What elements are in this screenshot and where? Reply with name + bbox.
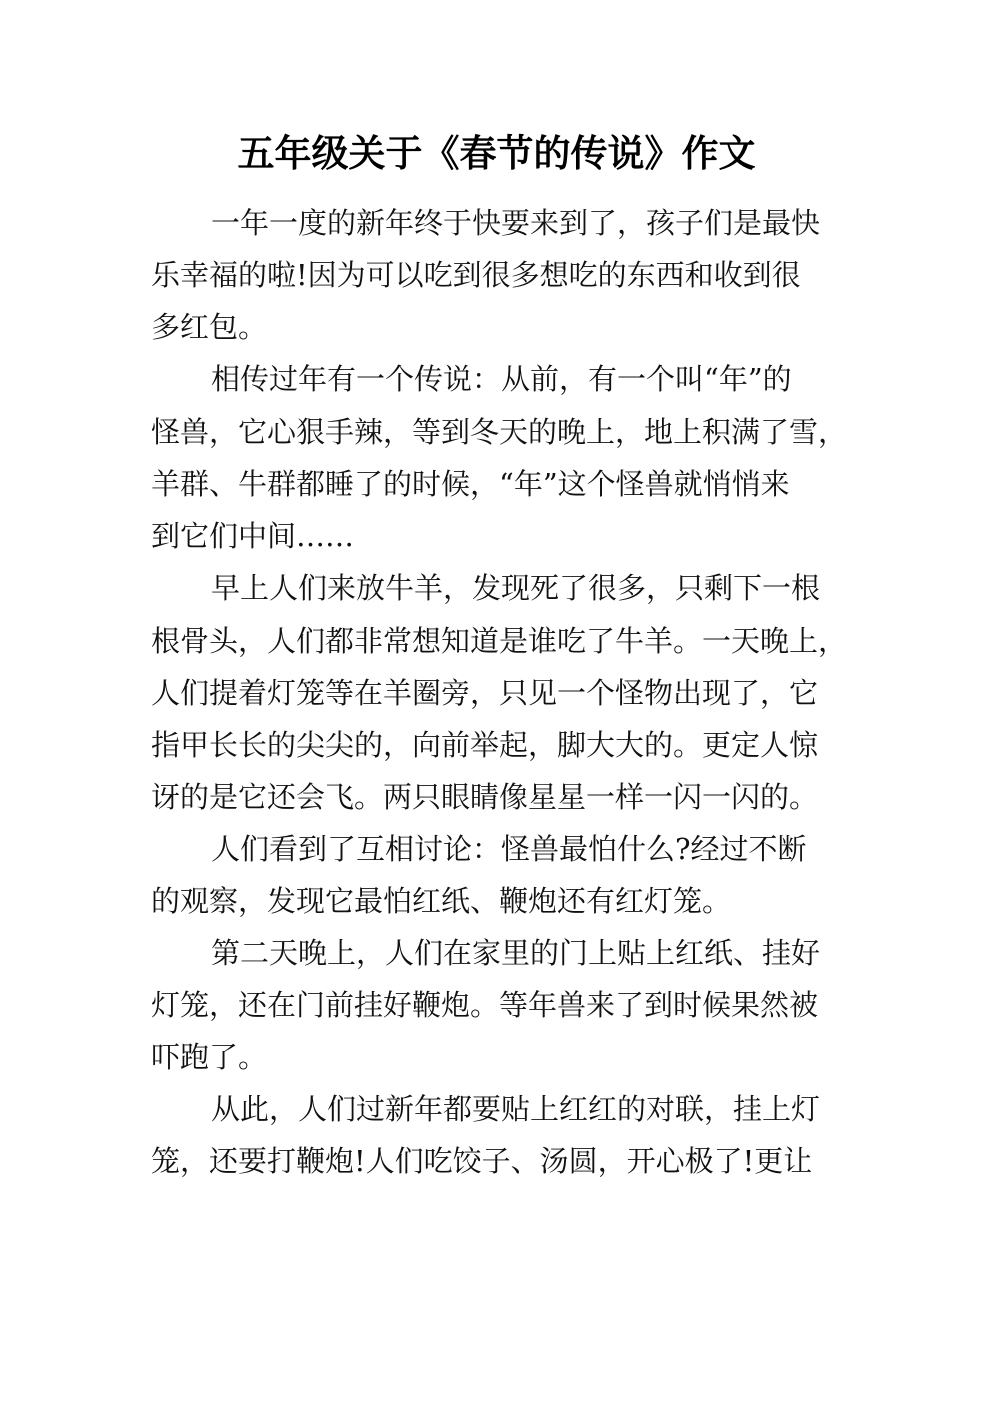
paragraph-2-line-2: 怪兽，它心狠手辣，等到冬天的晚上，地上积满了雪， <box>151 415 848 449</box>
paragraph-3-line-4: 指甲长长的尖尖的，向前举起，脚大大的。更定人惊 <box>151 728 819 762</box>
paragraph-1-line-1: 一年一度的新年终于快要来到了，孩子们是最快 <box>211 206 821 240</box>
paragraph-3-line-1: 早上人们来放牛羊，发现死了很多，只剩下一根 <box>211 571 821 605</box>
paragraph-6-line-2: 笼，还要打鞭炮!人们吃饺子、汤圆，开心极了!更让 <box>151 1144 813 1178</box>
paragraph-3-line-5: 讶的是它还会飞。两只眼睛像星星一样一闪一闪的。 <box>151 780 819 814</box>
paragraph-5-line-3: 吓跑了。 <box>151 1040 268 1074</box>
paragraph-2-line-4: 到它们中间…… <box>151 519 355 553</box>
paragraph-1-line-3: 多红包。 <box>151 310 268 344</box>
paragraph-3-line-2: 根骨头，人们都非常想知道是谁吃了牛羊。一天晚上， <box>151 624 848 658</box>
paragraph-5-line-2: 灯笼，还在门前挂好鞭炮。等年兽来了到时候果然被 <box>151 988 819 1022</box>
paragraph-3-line-3: 人们提着灯笼等在羊圈旁，只见一个怪物出现了，它 <box>151 676 819 710</box>
paragraph-4-line-1: 人们看到了互相讨论：怪兽最怕什么?经过不断 <box>211 832 807 866</box>
document-title: 五年级关于《春节的传说》作文 <box>237 132 756 175</box>
paragraph-2-line-3: 羊群、牛群都睡了的时候，“年”这个怪兽就悄悄来 <box>151 467 790 501</box>
paragraph-4-line-2: 的观察，发现它最怕红纸、鞭炮还有红灯笼。 <box>151 884 732 918</box>
paragraph-1-line-2: 乐幸福的啦!因为可以吃到很多想吃的东西和收到很 <box>151 258 801 292</box>
paragraph-5-line-1: 第二天晚上，人们在家里的门上贴上红纸、挂好 <box>211 936 821 970</box>
paragraph-6-line-1: 从此，人们过新年都要贴上红红的对联，挂上灯 <box>211 1092 821 1126</box>
paragraph-2-line-1: 相传过年有一个传说：从前，有一个叫“年”的 <box>211 362 792 396</box>
